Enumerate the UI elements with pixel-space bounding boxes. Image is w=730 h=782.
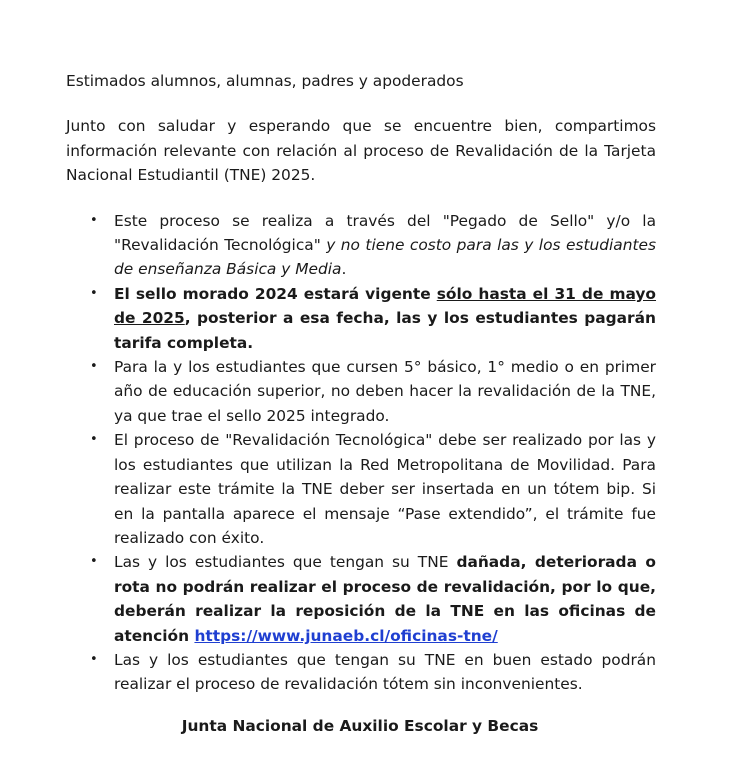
list-item — [66, 355, 656, 428]
signature: Junta Nacional de Auxilio Escolar y Becas — [181, 717, 539, 735]
bullet-icon: • — [90, 359, 98, 375]
list-item — [66, 648, 656, 697]
list-item — [66, 282, 656, 355]
item-deadline: sólo hasta el 31 de mayo de 2025 — [114, 284, 657, 328]
item-emphasis: sello morado 2024 estará vigente — [135, 284, 437, 303]
item-emphasis: , posterior a esa fecha, las y los estudiantes pagarán tarifa completa. — [114, 309, 656, 352]
bullet-icon: • — [90, 212, 98, 228]
list-item — [66, 550, 656, 648]
item-text: . — [341, 260, 347, 279]
document-body — [66, 69, 656, 697]
item-text: Las y los estudiantes que tengan su TNE — [114, 553, 457, 572]
info-list — [66, 209, 656, 697]
oficinas-tne-link[interactable]: https://www.junaeb.cl/oficinas-tne/ — [194, 626, 498, 645]
bullet-icon: • — [90, 285, 98, 301]
item-text: Para la y los estudiantes que cursen 5° básico, 1° medio o en primer año de educación superior, no deben hacer la revalidación de la TNE, ya que trae el sello 2025 integrado. — [114, 358, 656, 425]
list-item — [66, 209, 656, 282]
item-text: El proceso de "Revalidación Tecnológica" debe ser realizado por las y los estudiantes que utilizan la Red Metropolitana de Movilidad. Para realizar este trámite la TNE deber ser insertada en un tótem bip. Si en la pantalla aparece el mensaje “Pase extendido”, el trámite fue realizado con éxito. — [114, 431, 656, 547]
item-text: Las y los estudiantes que tengan su TNE en buen estado podrán realizar el proceso de revalidación tótem sin inconvenientes. — [114, 650, 656, 694]
list-item — [66, 428, 656, 550]
item-emphasis: y no tiene costo para las y los estudiantes de enseñanza Básica y Media — [114, 236, 656, 279]
item-text: El — [114, 284, 136, 303]
bullet-icon: • — [90, 432, 98, 448]
greeting: Estimados alumnos, alumnas, padres y apoderados — [66, 72, 464, 90]
intro-paragraph: Junto con saludar y esperando que se encuentre bien, compartimos información relevante con relación al proceso de Revalidación de la Tarjeta Nacional Estudiantil (TNE) 2025. — [66, 117, 656, 185]
bullet-icon: • — [90, 554, 98, 570]
bullet-icon: • — [90, 651, 98, 667]
item-emphasis: dañada, deteriorada o rota no podrán realizar el proceso de revalidación, por lo que, deberán realizar la reposición de la TNE en las oficinas de atención — [114, 553, 656, 645]
item-text: Este proceso se realiza a través del "Pegado de Sello" y/o la "Revalidación Tecnológica" — [114, 211, 656, 255]
